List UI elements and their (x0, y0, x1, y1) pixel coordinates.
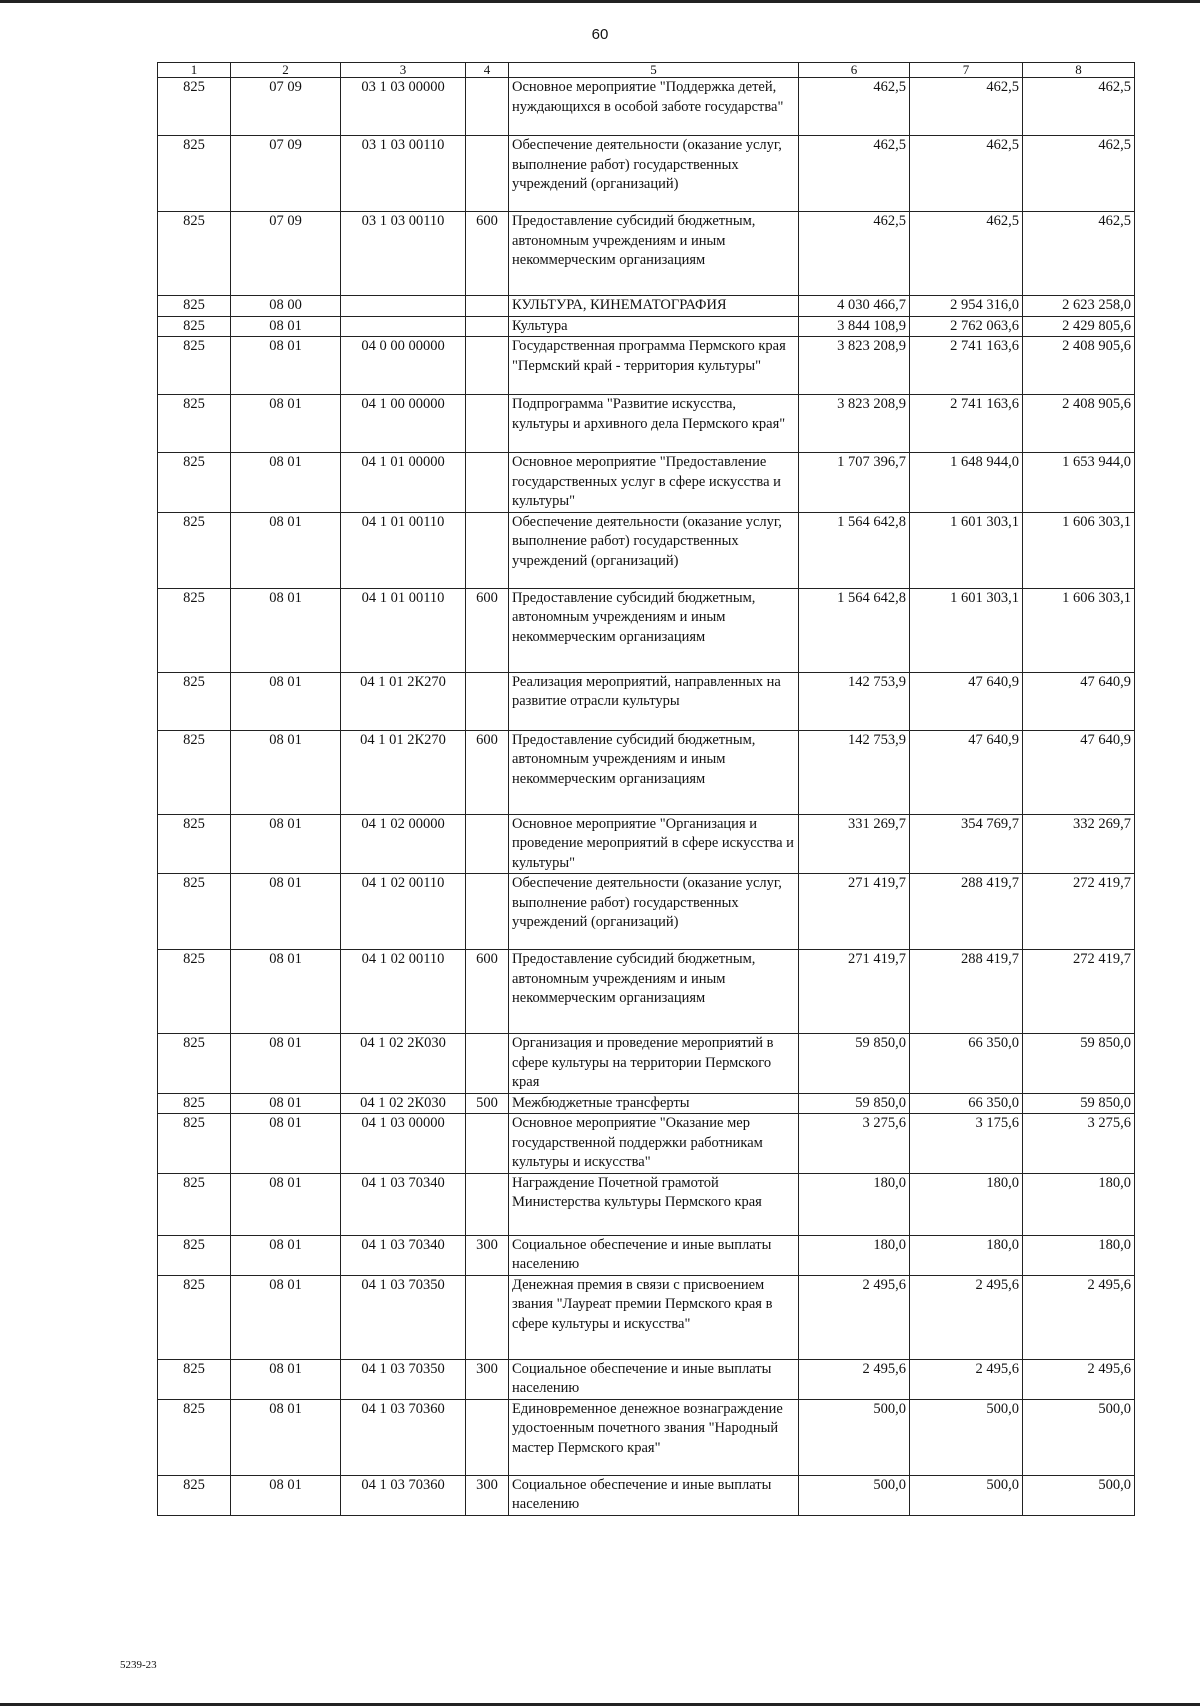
cell-target-article: 03 1 03 00110 (341, 136, 466, 212)
cell-amount-year1: 4 030 466,7 (799, 296, 910, 317)
cell-amount-year1: 1 564 642,8 (799, 512, 910, 588)
cell-amount-year3: 1 653 944,0 (1023, 453, 1135, 513)
cell-section: 08 01 (231, 672, 341, 730)
cell-amount-year1: 1 564 642,8 (799, 588, 910, 672)
table-row (158, 136, 1135, 212)
cell-amount-year1: 142 753,9 (799, 672, 910, 730)
cell-amount-year3: 1 606 303,1 (1023, 512, 1135, 588)
cell-department: 825 (158, 316, 231, 337)
cell-amount-year1: 3 844 108,9 (799, 316, 910, 337)
table-row (158, 78, 1135, 136)
cell-section: 08 01 (231, 1173, 341, 1235)
cell-description: Награждение Почетной грамотой Министерства культуры Пермского края (509, 1173, 799, 1235)
cell-amount-year2: 180,0 (910, 1173, 1023, 1235)
cell-description: Обеспечение деятельности (оказание услуг, выполнение работ) государственных учреждений (организаций) (509, 512, 799, 588)
column-header: 3 (341, 63, 466, 78)
column-header: 4 (466, 63, 509, 78)
table-row (158, 588, 1135, 672)
cell-amount-year3: 500,0 (1023, 1399, 1135, 1475)
cell-department: 825 (158, 588, 231, 672)
cell-description: Обеспечение деятельности (оказание услуг, выполнение работ) государственных учреждений (организаций) (509, 136, 799, 212)
cell-amount-year2: 2 741 163,6 (910, 337, 1023, 395)
table-body (158, 78, 1135, 1516)
cell-amount-year2: 3 175,6 (910, 1114, 1023, 1174)
cell-section: 08 01 (231, 1359, 341, 1399)
cell-department: 825 (158, 1275, 231, 1359)
cell-amount-year2: 2 495,6 (910, 1275, 1023, 1359)
cell-section: 08 01 (231, 1034, 341, 1094)
cell-description: Основное мероприятие "Поддержка детей, нуждающихся в особой заботе государства" (509, 78, 799, 136)
cell-expense-type (466, 512, 509, 588)
table-row (158, 1235, 1135, 1275)
cell-amount-year2: 288 419,7 (910, 950, 1023, 1034)
cell-amount-year1: 59 850,0 (799, 1093, 910, 1114)
cell-section: 08 01 (231, 588, 341, 672)
cell-target-article: 04 1 01 2К270 (341, 672, 466, 730)
cell-target-article: 04 0 00 00000 (341, 337, 466, 395)
cell-amount-year2: 462,5 (910, 212, 1023, 296)
cell-section: 08 01 (231, 1093, 341, 1114)
cell-expense-type (466, 814, 509, 874)
cell-expense-type (466, 136, 509, 212)
table-header-row (158, 63, 1135, 78)
cell-department: 825 (158, 1235, 231, 1275)
cell-expense-type (466, 1399, 509, 1475)
cell-amount-year2: 1 601 303,1 (910, 588, 1023, 672)
cell-amount-year3: 462,5 (1023, 136, 1135, 212)
cell-expense-type (466, 874, 509, 950)
cell-target-article: 04 1 01 2К270 (341, 730, 466, 814)
cell-amount-year2: 500,0 (910, 1475, 1023, 1515)
cell-description: Социальное обеспечение и иные выплаты населению (509, 1475, 799, 1515)
cell-section: 08 01 (231, 395, 341, 453)
cell-amount-year3: 2 495,6 (1023, 1359, 1135, 1399)
cell-description: Подпрограмма "Развитие искусства, культуры и архивного дела Пермского края" (509, 395, 799, 453)
cell-department: 825 (158, 512, 231, 588)
cell-department: 825 (158, 1399, 231, 1475)
cell-amount-year1: 1 707 396,7 (799, 453, 910, 513)
cell-amount-year2: 2 495,6 (910, 1359, 1023, 1399)
cell-amount-year3: 1 606 303,1 (1023, 588, 1135, 672)
cell-target-article: 04 1 02 2К030 (341, 1034, 466, 1094)
table-row (158, 1359, 1135, 1399)
cell-amount-year3: 500,0 (1023, 1475, 1135, 1515)
cell-description: Организация и проведение мероприятий в сфере культуры на территории Пермского края (509, 1034, 799, 1094)
table-row (158, 1173, 1135, 1235)
cell-department: 825 (158, 730, 231, 814)
table-row (158, 395, 1135, 453)
cell-target-article: 03 1 03 00110 (341, 212, 466, 296)
table-row (158, 950, 1135, 1034)
cell-target-article: 04 1 02 00000 (341, 814, 466, 874)
cell-amount-year1: 59 850,0 (799, 1034, 910, 1094)
cell-section: 08 01 (231, 874, 341, 950)
cell-department: 825 (158, 1034, 231, 1094)
cell-department: 825 (158, 296, 231, 317)
page-number: 60 (591, 26, 609, 43)
cell-description: Единовременное денежное вознаграждение удостоенным почетного звания "Народный мастер Пермского края" (509, 1399, 799, 1475)
cell-description: КУЛЬТУРА, КИНЕМАТОГРАФИЯ (509, 296, 799, 317)
cell-department: 825 (158, 337, 231, 395)
cell-target-article: 04 1 03 70340 (341, 1235, 466, 1275)
table-row (158, 874, 1135, 950)
cell-expense-type (466, 1173, 509, 1235)
cell-amount-year3: 462,5 (1023, 78, 1135, 136)
cell-amount-year3: 2 495,6 (1023, 1275, 1135, 1359)
cell-expense-type: 600 (466, 588, 509, 672)
cell-amount-year2: 1 648 944,0 (910, 453, 1023, 513)
cell-target-article: 04 1 01 00110 (341, 588, 466, 672)
table-row (158, 672, 1135, 730)
cell-amount-year1: 3 275,6 (799, 1114, 910, 1174)
cell-department: 825 (158, 874, 231, 950)
cell-description: Основное мероприятие "Организация и проведение мероприятий в сфере искусства и культуры" (509, 814, 799, 874)
cell-target-article: 04 1 03 70350 (341, 1275, 466, 1359)
table-row (158, 1114, 1135, 1174)
cell-amount-year1: 500,0 (799, 1399, 910, 1475)
cell-section: 08 01 (231, 1475, 341, 1515)
cell-amount-year1: 500,0 (799, 1475, 910, 1515)
cell-target-article: 03 1 03 00000 (341, 78, 466, 136)
cell-department: 825 (158, 814, 231, 874)
cell-amount-year3: 272 419,7 (1023, 950, 1135, 1034)
cell-amount-year1: 3 823 208,9 (799, 395, 910, 453)
cell-description: Предоставление субсидий бюджетным, автономным учреждениям и иным некоммерческим организациям (509, 588, 799, 672)
cell-amount-year1: 142 753,9 (799, 730, 910, 814)
cell-expense-type: 300 (466, 1359, 509, 1399)
cell-amount-year3: 2 408 905,6 (1023, 395, 1135, 453)
cell-amount-year3: 2 623 258,0 (1023, 296, 1135, 317)
cell-expense-type: 600 (466, 950, 509, 1034)
cell-expense-type (466, 1275, 509, 1359)
cell-amount-year1: 462,5 (799, 212, 910, 296)
cell-amount-year3: 332 269,7 (1023, 814, 1135, 874)
table-row (158, 296, 1135, 317)
cell-department: 825 (158, 1173, 231, 1235)
cell-amount-year1: 180,0 (799, 1173, 910, 1235)
cell-amount-year3: 2 429 805,6 (1023, 316, 1135, 337)
cell-section: 08 01 (231, 512, 341, 588)
cell-amount-year2: 2 954 316,0 (910, 296, 1023, 317)
cell-expense-type: 600 (466, 730, 509, 814)
cell-amount-year3: 462,5 (1023, 212, 1135, 296)
cell-section: 08 01 (231, 814, 341, 874)
cell-description: Государственная программа Пермского края "Пермский край - территория культуры" (509, 337, 799, 395)
cell-section: 07 09 (231, 212, 341, 296)
cell-target-article: 04 1 00 00000 (341, 395, 466, 453)
cell-department: 825 (158, 136, 231, 212)
cell-amount-year3: 180,0 (1023, 1235, 1135, 1275)
cell-description: Социальное обеспечение и иные выплаты населению (509, 1235, 799, 1275)
column-header: 7 (910, 63, 1023, 78)
scan-bottom-edge (0, 1703, 1200, 1706)
cell-description: Денежная премия в связи с присвоением звания "Лауреат премии Пермского края в сфере культуры и искусства" (509, 1275, 799, 1359)
cell-amount-year2: 66 350,0 (910, 1034, 1023, 1094)
column-header: 6 (799, 63, 910, 78)
cell-expense-type (466, 296, 509, 317)
cell-department: 825 (158, 1359, 231, 1399)
cell-department: 825 (158, 672, 231, 730)
table-row (158, 1399, 1135, 1475)
cell-department: 825 (158, 950, 231, 1034)
column-header: 2 (231, 63, 341, 78)
cell-description: Культура (509, 316, 799, 337)
cell-target-article: 04 1 03 70360 (341, 1399, 466, 1475)
cell-amount-year1: 462,5 (799, 136, 910, 212)
cell-amount-year2: 1 601 303,1 (910, 512, 1023, 588)
cell-target-article: 04 1 03 70360 (341, 1475, 466, 1515)
cell-expense-type: 500 (466, 1093, 509, 1114)
cell-department: 825 (158, 78, 231, 136)
cell-section: 08 01 (231, 730, 341, 814)
cell-target-article: 04 1 02 2К030 (341, 1093, 466, 1114)
cell-section: 08 01 (231, 1114, 341, 1174)
cell-section: 08 01 (231, 453, 341, 513)
cell-section: 08 01 (231, 1235, 341, 1275)
cell-section: 08 01 (231, 337, 341, 395)
cell-section: 08 01 (231, 1399, 341, 1475)
cell-amount-year1: 462,5 (799, 78, 910, 136)
cell-amount-year3: 3 275,6 (1023, 1114, 1135, 1174)
cell-section: 08 01 (231, 950, 341, 1034)
cell-target-article: 04 1 01 00110 (341, 512, 466, 588)
cell-description: Основное мероприятие "Предоставление государственных услуг в сфере искусства и культуры" (509, 453, 799, 513)
scan-top-edge (0, 0, 1200, 3)
cell-amount-year2: 462,5 (910, 78, 1023, 136)
table-row (158, 316, 1135, 337)
column-header: 1 (158, 63, 231, 78)
cell-section: 08 01 (231, 316, 341, 337)
cell-amount-year3: 59 850,0 (1023, 1034, 1135, 1094)
column-header: 8 (1023, 63, 1135, 78)
cell-amount-year1: 2 495,6 (799, 1359, 910, 1399)
cell-expense-type: 300 (466, 1235, 509, 1275)
cell-amount-year1: 271 419,7 (799, 950, 910, 1034)
column-header: 5 (509, 63, 799, 78)
cell-description: Предоставление субсидий бюджетным, автономным учреждениям и иным некоммерческим организациям (509, 212, 799, 296)
cell-description: Социальное обеспечение и иные выплаты населению (509, 1359, 799, 1399)
cell-department: 825 (158, 453, 231, 513)
cell-expense-type (466, 316, 509, 337)
cell-target-article: 04 1 03 70340 (341, 1173, 466, 1235)
cell-expense-type: 300 (466, 1475, 509, 1515)
cell-expense-type (466, 672, 509, 730)
table-row (158, 512, 1135, 588)
cell-amount-year1: 271 419,7 (799, 874, 910, 950)
table-row (158, 212, 1135, 296)
cell-target-article (341, 296, 466, 317)
footer-document-code: 5239-23 (120, 1659, 157, 1671)
cell-department: 825 (158, 1475, 231, 1515)
cell-description: Предоставление субсидий бюджетным, автономным учреждениям и иным некоммерческим организациям (509, 730, 799, 814)
table-row (158, 814, 1135, 874)
cell-amount-year3: 2 408 905,6 (1023, 337, 1135, 395)
cell-target-article: 04 1 02 00110 (341, 950, 466, 1034)
cell-section: 08 00 (231, 296, 341, 317)
cell-amount-year2: 288 419,7 (910, 874, 1023, 950)
cell-expense-type (466, 78, 509, 136)
cell-expense-type (466, 337, 509, 395)
cell-amount-year2: 500,0 (910, 1399, 1023, 1475)
cell-department: 825 (158, 212, 231, 296)
cell-target-article: 04 1 03 00000 (341, 1114, 466, 1174)
cell-amount-year1: 3 823 208,9 (799, 337, 910, 395)
cell-expense-type (466, 1034, 509, 1094)
table-row (158, 337, 1135, 395)
cell-amount-year3: 272 419,7 (1023, 874, 1135, 950)
cell-amount-year3: 47 640,9 (1023, 730, 1135, 814)
cell-amount-year2: 462,5 (910, 136, 1023, 212)
cell-amount-year2: 2 762 063,6 (910, 316, 1023, 337)
cell-amount-year2: 66 350,0 (910, 1093, 1023, 1114)
cell-amount-year2: 2 741 163,6 (910, 395, 1023, 453)
cell-target-article: 04 1 03 70350 (341, 1359, 466, 1399)
cell-amount-year3: 180,0 (1023, 1173, 1135, 1235)
cell-description: Обеспечение деятельности (оказание услуг, выполнение работ) государственных учреждений (организаций) (509, 874, 799, 950)
cell-amount-year1: 2 495,6 (799, 1275, 910, 1359)
cell-department: 825 (158, 395, 231, 453)
cell-description: Реализация мероприятий, направленных на развитие отрасли культуры (509, 672, 799, 730)
cell-amount-year2: 180,0 (910, 1235, 1023, 1275)
cell-amount-year3: 47 640,9 (1023, 672, 1135, 730)
cell-target-article (341, 316, 466, 337)
table-row (158, 730, 1135, 814)
table-row (158, 1034, 1135, 1094)
cell-expense-type (466, 1114, 509, 1174)
cell-amount-year1: 331 269,7 (799, 814, 910, 874)
cell-description: Предоставление субсидий бюджетным, автономным учреждениям и иным некоммерческим организациям (509, 950, 799, 1034)
cell-section: 08 01 (231, 1275, 341, 1359)
table-row (158, 1475, 1135, 1515)
cell-section: 07 09 (231, 136, 341, 212)
cell-amount-year3: 59 850,0 (1023, 1093, 1135, 1114)
cell-amount-year2: 47 640,9 (910, 730, 1023, 814)
cell-description: Межбюджетные трансферты (509, 1093, 799, 1114)
cell-description: Основное мероприятие "Оказание мер государственной поддержки работникам культуры и искусства" (509, 1114, 799, 1174)
cell-target-article: 04 1 02 00110 (341, 874, 466, 950)
cell-target-article: 04 1 01 00000 (341, 453, 466, 513)
table-row (158, 1275, 1135, 1359)
cell-expense-type (466, 453, 509, 513)
table-row (158, 1093, 1135, 1114)
cell-expense-type (466, 395, 509, 453)
cell-amount-year2: 47 640,9 (910, 672, 1023, 730)
cell-section: 07 09 (231, 78, 341, 136)
cell-expense-type: 600 (466, 212, 509, 296)
cell-department: 825 (158, 1093, 231, 1114)
budget-table (157, 62, 1135, 1516)
cell-department: 825 (158, 1114, 231, 1174)
cell-amount-year1: 180,0 (799, 1235, 910, 1275)
cell-amount-year2: 354 769,7 (910, 814, 1023, 874)
table-row (158, 453, 1135, 513)
